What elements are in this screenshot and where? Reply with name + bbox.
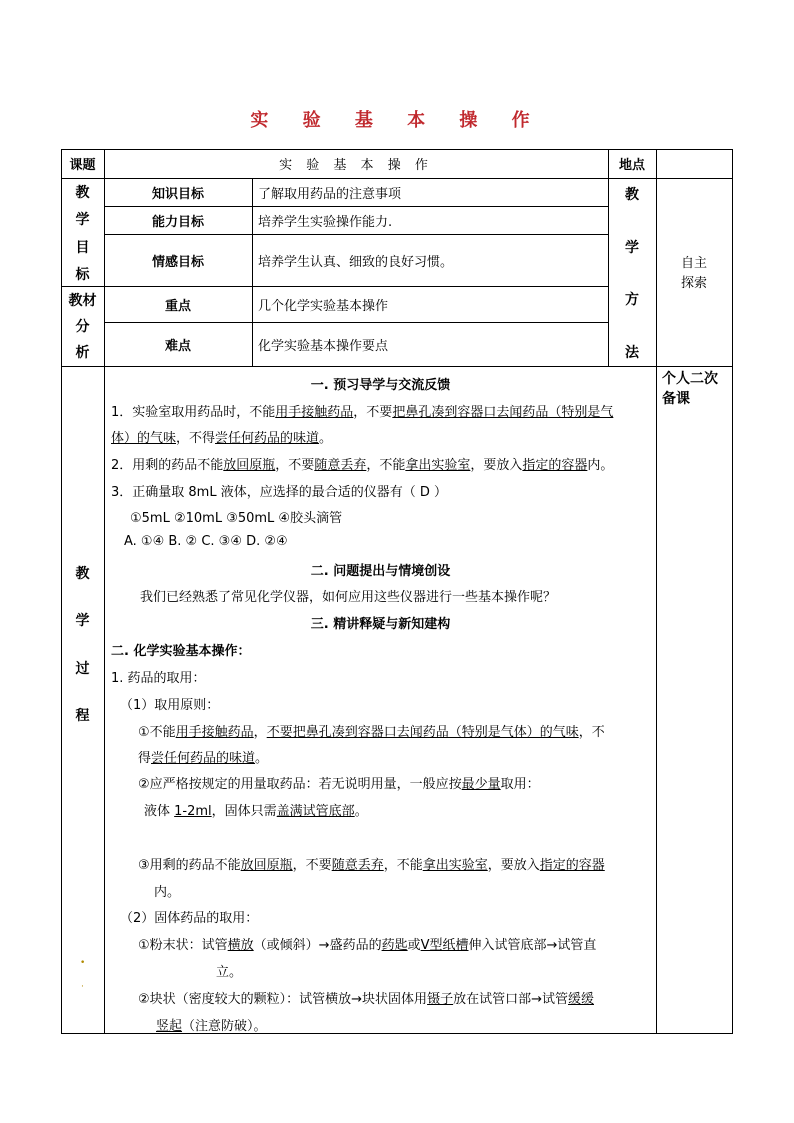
underlined-answer: 缓缓: [567, 992, 594, 1007]
part-2-title: 二. 化学实验基本操作：: [111, 644, 251, 659]
text: 液体: [144, 804, 175, 819]
material-analysis-label-char: 析: [75, 345, 90, 361]
material-analysis-label-char: 分: [75, 319, 90, 335]
text: ，不得: [176, 431, 216, 446]
underlined-answer: 尝任何药品的味道: [151, 751, 256, 766]
underlined-answer: 指定的容器: [522, 458, 588, 473]
rule-2-line-1: [138, 773, 540, 792]
solid-block-line-2: [156, 1015, 267, 1034]
underlined-answer: 放回原瓶: [223, 458, 276, 473]
teaching-goals-label-char: 标: [75, 266, 90, 283]
underlined-answer: V型纸槽: [420, 938, 469, 953]
teaching-goals-label: [61, 182, 104, 284]
text: 。: [354, 804, 368, 819]
underlined-answer: 1-2ml: [174, 804, 212, 819]
text: 取用：: [500, 777, 540, 792]
subsection-solid-drugs: （2）固体药品的取用：: [120, 911, 259, 926]
teaching-method-value-line: 自主: [680, 256, 707, 271]
teaching-process-label: [61, 563, 104, 725]
underlined-answer: 竖起: [156, 1019, 183, 1034]
underlined-answer: 盖满试管底部: [276, 804, 355, 819]
subsection-drug-taking: 1. 药品的取用：: [111, 671, 206, 686]
solid-powder-line-2: 立。: [216, 965, 243, 980]
question-3-options: ①5mL ②10mL ③50mL ④胶头滴管: [130, 511, 343, 526]
difficulty-label: 难点: [164, 338, 191, 354]
text: ①粉末状：试管: [138, 938, 228, 953]
teaching-process-label-char: 教: [75, 566, 90, 582]
material-analysis-label: [61, 290, 104, 362]
decorative-dot: ·: [81, 982, 84, 992]
teaching-process-label-char: 过: [75, 660, 90, 677]
text: ，不能: [383, 858, 423, 873]
text: 或: [407, 938, 421, 953]
text: 2．用剩的药品不能: [111, 458, 224, 473]
text: 得: [138, 751, 152, 766]
teaching-method-label: [608, 184, 656, 362]
teaching-goals-label-char: 教: [75, 185, 90, 201]
text: （注意防破）。: [182, 1019, 267, 1034]
underlined-answer: 放回原瓶: [240, 858, 293, 873]
ability-goal-label: 能力目标: [151, 214, 204, 230]
course-label: 课题: [69, 158, 96, 173]
text: ②应严格按规定的用量取药品：若无说明用量，一般应按: [138, 777, 462, 792]
subsection-principles: （1）取用原则：: [120, 698, 220, 713]
key-point-label: 重点: [164, 298, 191, 314]
underlined-answer: 指定的容器: [539, 858, 605, 873]
text: ，固体只需: [211, 804, 277, 819]
teaching-goals-label-char: 学: [75, 212, 90, 229]
text: ，不要: [275, 458, 315, 473]
underlined-answer: 拿出实验室: [405, 458, 471, 473]
knowledge-goal-value: 了解取用药品的注意事项: [258, 186, 402, 202]
teaching-process-label-char: 程: [75, 707, 90, 724]
text: ，: [253, 725, 267, 740]
key-point-value: 几个化学实验基本操作: [258, 298, 389, 314]
section-2-text: 我们已经熟悉了常见化学仪器，如何应用这些仪器进行一些基本操作呢？: [140, 590, 557, 605]
rule-2-line-2: [144, 800, 368, 819]
question-2: [111, 454, 613, 473]
rule-3-line-2: 内。: [154, 885, 181, 900]
teaching-goals-label-char: 目: [75, 239, 90, 256]
teaching-method-label-char: 法: [625, 344, 639, 361]
material-analysis-label-char: 教材: [68, 293, 97, 309]
text: ，要放入: [470, 458, 523, 473]
text: ，不: [578, 725, 605, 740]
rule-1-line-2: [138, 747, 268, 766]
text: 。: [319, 431, 333, 446]
knowledge-goal-label: 知识目标: [151, 186, 204, 202]
underlined-answer: 横放: [227, 938, 254, 953]
solid-block-line-1: [138, 988, 594, 1007]
emotion-goal-label: 情感目标: [151, 254, 204, 270]
underlined-answer: 把鼻孔凑到容器口去闻药品（特别是气: [392, 405, 614, 420]
underlined-answer: 拿出实验室: [422, 858, 488, 873]
underlined-answer: 随意丢弃: [331, 858, 384, 873]
text: ，不要: [292, 858, 332, 873]
emotion-goal-value: 培养学生认真、细致的良好习惯。: [258, 254, 454, 270]
course-value: 实 验 基 本 操 作: [279, 158, 433, 173]
question-3: 3．正确量取 8mL 液体，应选择的最合适的仪器有（ D ）: [111, 485, 447, 500]
rule-1-line-1: [138, 721, 605, 740]
underlined-answer: 随意丢弃: [314, 458, 367, 473]
text: ②块状（密度较大的颗粒）：试管横放→块状固体用: [138, 992, 428, 1007]
location-label: 地点: [618, 158, 645, 173]
question-1-line-2: [111, 427, 332, 446]
decorative-dot: •: [80, 958, 86, 968]
underlined-answer: 不要把鼻孔凑到容器口去闻药品（特别是气体）的气味: [266, 725, 579, 740]
ability-goal-value: 培养学生实验操作能力.: [258, 214, 393, 230]
teaching-method-label-char: 学: [625, 239, 639, 256]
text: 伸入试管底部→试管直: [468, 938, 597, 953]
text: ，要放入: [487, 858, 540, 873]
personal-notes-label: [662, 369, 732, 409]
section-title-new-knowledge: 三. 精讲释疑与新知建构: [310, 617, 451, 632]
teaching-method-value: [656, 254, 732, 294]
teaching-process-label-char: 学: [75, 613, 90, 630]
underlined-answer: 用手接触药品: [175, 725, 254, 740]
teaching-method-label-char: 教: [625, 187, 639, 203]
question-3-choices: A. ①④ B. ② C. ③④ D. ②④: [124, 534, 288, 549]
personal-notes-label-line: 个人二次: [662, 371, 718, 387]
teaching-method-label-char: 方: [625, 292, 639, 309]
text: 1．实验室取用药品时，不能: [111, 405, 276, 420]
text: ①不能: [138, 725, 176, 740]
underlined-answer: 体）的气味: [111, 431, 177, 446]
location-value: [656, 149, 732, 178]
text: ，不能: [366, 458, 406, 473]
underlined-answer: 镊子: [427, 992, 454, 1007]
text: ③用剩的药品不能: [138, 858, 241, 873]
solid-powder-line-1: [138, 934, 596, 953]
section-title-preview: 一. 预习导学与交流反馈: [310, 378, 451, 393]
text: （或倾斜）→盛药品的: [253, 938, 382, 953]
page-title: 实 验 基 本 操 作: [250, 110, 544, 131]
section-title-situation: 二. 问题提出与情境创设: [310, 564, 451, 579]
difficulty-value: 化学实验基本操作要点: [258, 338, 389, 354]
personal-notes-label-line: 备课: [662, 391, 690, 407]
underlined-answer: 用手接触药品: [275, 405, 354, 420]
rule-3-line-1: [138, 854, 605, 873]
text: ，不要: [353, 405, 393, 420]
text: 。: [255, 751, 269, 766]
text: 放在试管口部→试管: [453, 992, 568, 1007]
underlined-answer: 药匙: [381, 938, 408, 953]
underlined-answer: 最少量: [461, 777, 501, 792]
teaching-method-value-line: 探索: [680, 276, 707, 291]
text: 内。: [587, 458, 614, 473]
question-1-line-1: [111, 401, 613, 420]
underlined-answer: 尝任何药品的味道: [215, 431, 320, 446]
